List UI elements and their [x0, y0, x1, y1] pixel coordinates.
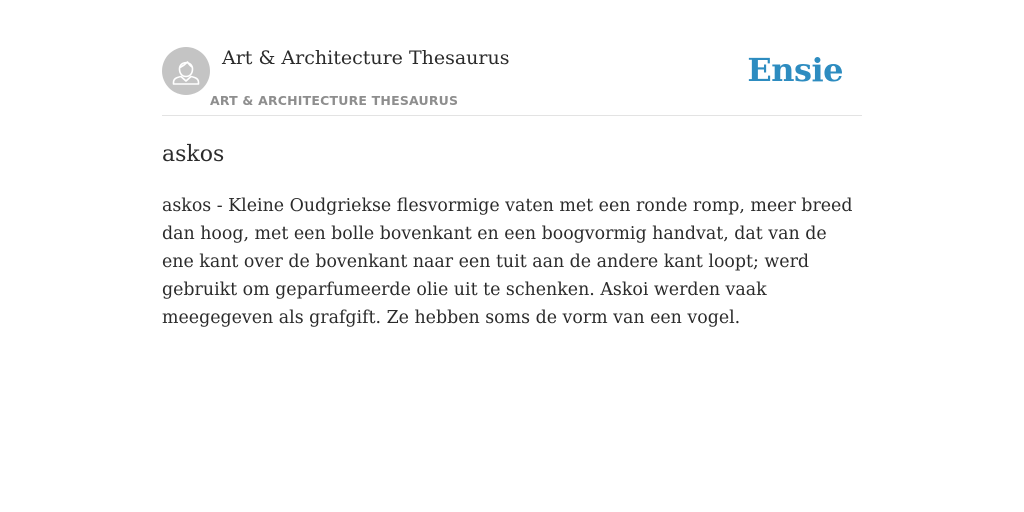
entry-definition: askos - Kleine Oudgriekse flesvormige vaten met een ronde romp, meer breed dan hoog, met een bolle bovenkant en een boogvormig handvat, dat van de ene kant over de bovenkant naar een tuit aan de andere kant loopt; werd gebruikt om geparfumeerde olie uit te schenken. Askoi werden vaak meegegeven als grafgift. Ze hebben soms de vorm van een vogel.	[162, 196, 853, 328]
author-subtitle: ART & ARCHITECTURE THESAURUS	[210, 93, 459, 108]
entry-term: askos	[162, 142, 225, 167]
user-icon	[162, 47, 210, 95]
author-avatar[interactable]	[162, 47, 210, 95]
entry-card	[162, 0, 862, 512]
entry-header	[162, 0, 862, 116]
brand-logo[interactable]: Ensie	[747, 51, 843, 89]
author-name[interactable]: Art & Architecture Thesaurus	[222, 47, 510, 69]
